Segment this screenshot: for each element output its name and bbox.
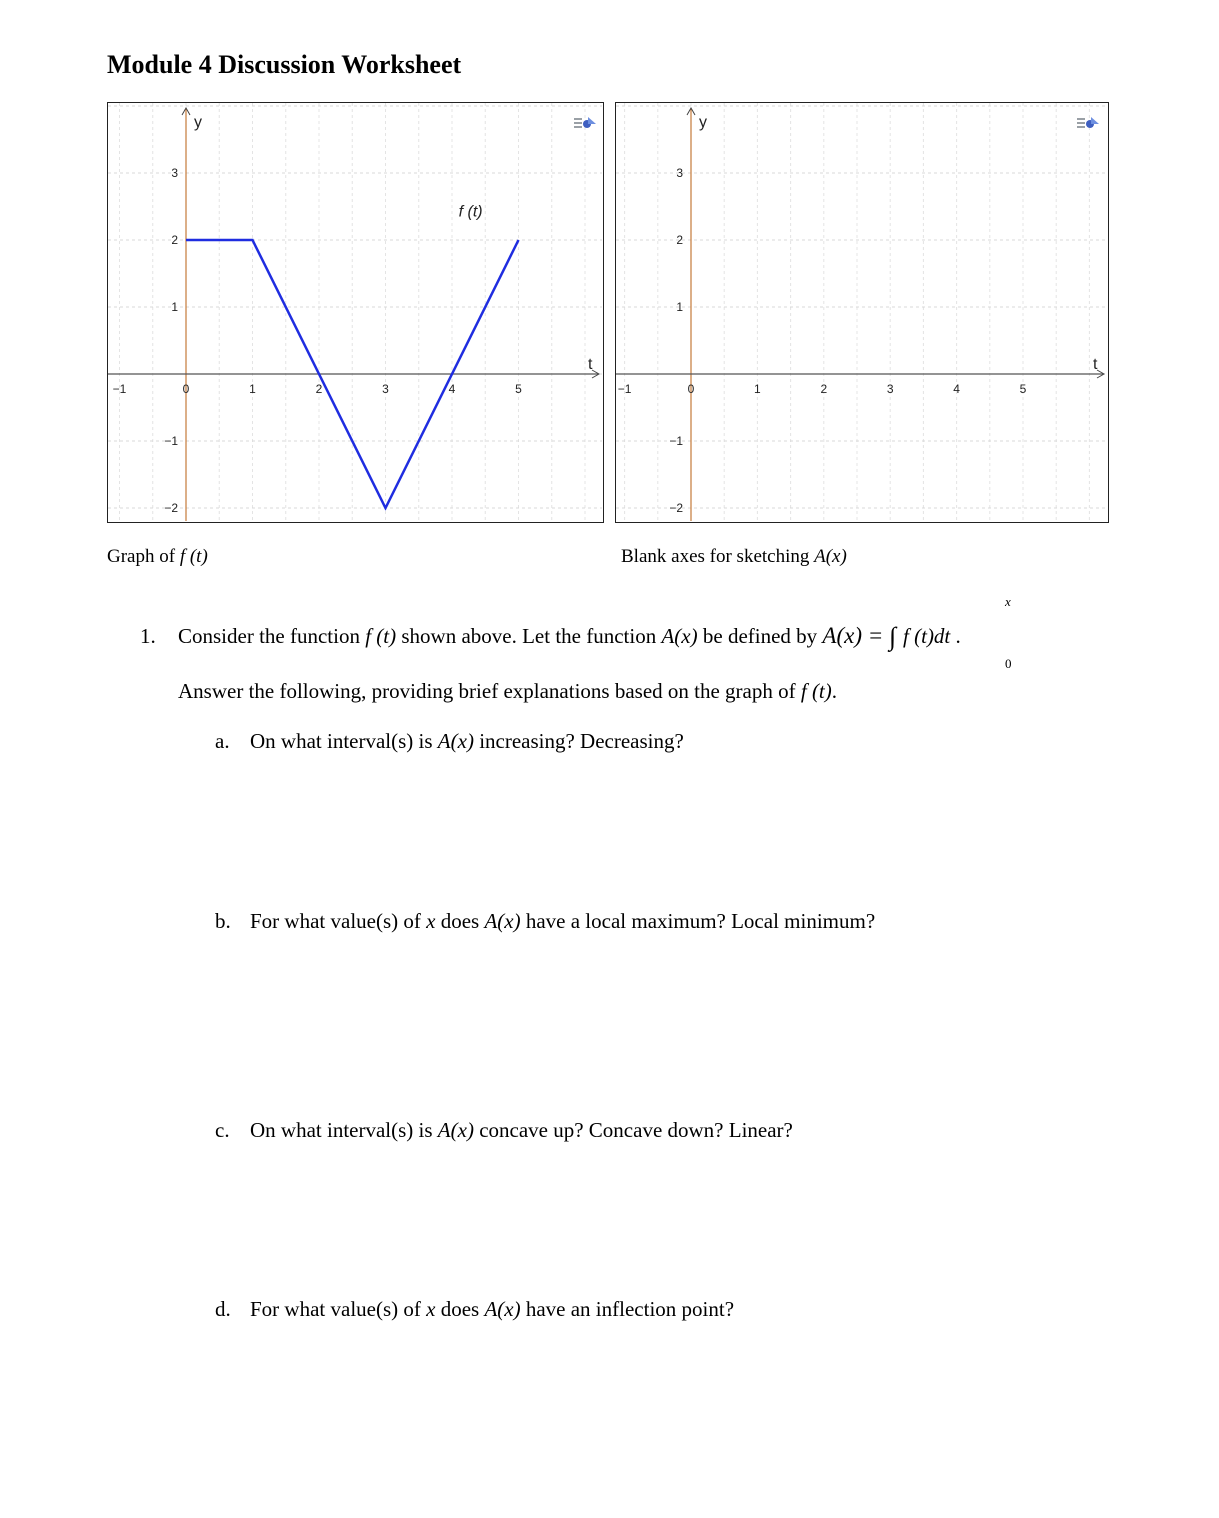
var-x: x — [426, 909, 436, 933]
part-text-mid: does — [435, 909, 485, 933]
func-f: f (t) — [800, 679, 832, 703]
part-text-end: have a local maximum? Local minimum? — [520, 909, 876, 933]
answer-prompt-end: . — [831, 679, 838, 703]
integral-upper-limit: x — [1005, 594, 1011, 609]
func-A: A(x) — [661, 624, 698, 648]
x-tick-label: 5 — [1019, 382, 1027, 396]
func-A: A(x) — [484, 1297, 521, 1321]
caption-func: f (t) — [179, 546, 208, 567]
graph-blank-axes-canvas — [616, 103, 1107, 521]
x-tick-label: 4 — [448, 382, 456, 396]
question-text-mid: shown above. Let the function — [396, 624, 662, 648]
part-text: For what value(s) of — [250, 909, 427, 933]
axes — [108, 108, 599, 521]
graph-menu-icon[interactable] — [1077, 117, 1099, 128]
part-d — [215, 1297, 734, 1322]
y-tick-label: −1 — [164, 434, 178, 448]
integrand: f (t)dt — [903, 624, 951, 648]
x-tick-label: 2 — [820, 382, 828, 396]
graph-f-of-t-canvas — [108, 103, 602, 521]
caption-func: A(x) — [814, 546, 847, 567]
func-f: f (t) — [365, 624, 397, 648]
y-tick-label: 1 — [676, 300, 683, 314]
y-tick-label: 2 — [676, 233, 683, 247]
page-title: Module 4 Discussion Worksheet — [107, 50, 462, 79]
part-text: On what interval(s) is — [250, 1118, 438, 1142]
x-tick-label: 1 — [754, 382, 761, 396]
part-text: For what value(s) of — [250, 1297, 427, 1321]
part-letter: b. — [215, 909, 231, 933]
y-tick-label: −2 — [669, 501, 683, 515]
period: . — [950, 624, 961, 648]
y-axis-label: y — [194, 114, 202, 131]
grid-lines — [616, 103, 1107, 521]
grid-lines — [108, 103, 602, 521]
part-letter: a. — [215, 729, 230, 753]
part-text: On what interval(s) is — [250, 729, 438, 753]
graph-blank-axes[interactable] — [615, 102, 1109, 523]
part-text-end: increasing? Decreasing? — [473, 729, 684, 753]
definition-lhs: A(x) = — [822, 623, 890, 648]
var-x: x — [426, 1297, 436, 1321]
question-text-defined: be defined by — [697, 624, 823, 648]
y-tick-label: 3 — [171, 166, 178, 180]
x-tick-label: 1 — [249, 382, 256, 396]
axes — [616, 108, 1104, 521]
x-tick-label: −1 — [617, 382, 632, 396]
graph-menu-icon[interactable] — [574, 117, 596, 128]
x-tick-label: 0 — [687, 382, 695, 396]
question-number: 1. — [140, 624, 156, 648]
graph1-caption — [107, 546, 208, 568]
part-text-end: have an inflection point? — [520, 1297, 735, 1321]
x-tick-label: 3 — [886, 382, 894, 396]
tick-labels — [618, 166, 1027, 515]
part-c — [215, 1118, 793, 1143]
x-axis-label: t — [588, 356, 593, 373]
part-a — [215, 729, 684, 754]
func-A: A(x) — [437, 729, 474, 753]
func-A: A(x) — [484, 909, 521, 933]
answer-prompt-text: Answer the following, providing brief explanations based on the graph of — [178, 679, 801, 703]
y-tick-label: 1 — [171, 300, 178, 314]
caption-text: Graph of — [107, 546, 180, 567]
part-letter: d. — [215, 1297, 231, 1321]
x-tick-label: 5 — [515, 382, 522, 396]
y-axis-label: y — [699, 114, 707, 131]
part-b — [215, 909, 875, 934]
question-text: Consider the function — [178, 624, 366, 648]
part-text-mid: does — [435, 1297, 485, 1321]
x-tick-label: 0 — [182, 382, 190, 396]
x-tick-label: 3 — [382, 382, 389, 396]
y-tick-label: −1 — [669, 434, 683, 448]
y-tick-label: 3 — [676, 166, 683, 180]
caption-text: Blank axes for sketching — [621, 546, 815, 567]
answer-prompt — [178, 679, 837, 704]
y-tick-label: 2 — [171, 233, 178, 247]
integral-sign: ∫ — [889, 622, 897, 651]
y-tick-label: −2 — [164, 501, 178, 515]
question-1 — [140, 622, 961, 652]
x-axis-label: t — [1093, 356, 1098, 373]
graph2-caption — [621, 546, 847, 568]
curve-label: f (t) — [458, 203, 483, 221]
x-tick-label: 4 — [953, 382, 960, 396]
part-letter: c. — [215, 1118, 230, 1142]
x-tick-label: −1 — [112, 382, 127, 396]
func-A: A(x) — [437, 1118, 474, 1142]
graph-f-of-t[interactable] — [107, 102, 604, 523]
integral-lower-limit: 0 — [1005, 656, 1012, 671]
part-text-end: concave up? Concave down? Linear? — [473, 1118, 793, 1142]
x-tick-label: 2 — [315, 382, 323, 396]
